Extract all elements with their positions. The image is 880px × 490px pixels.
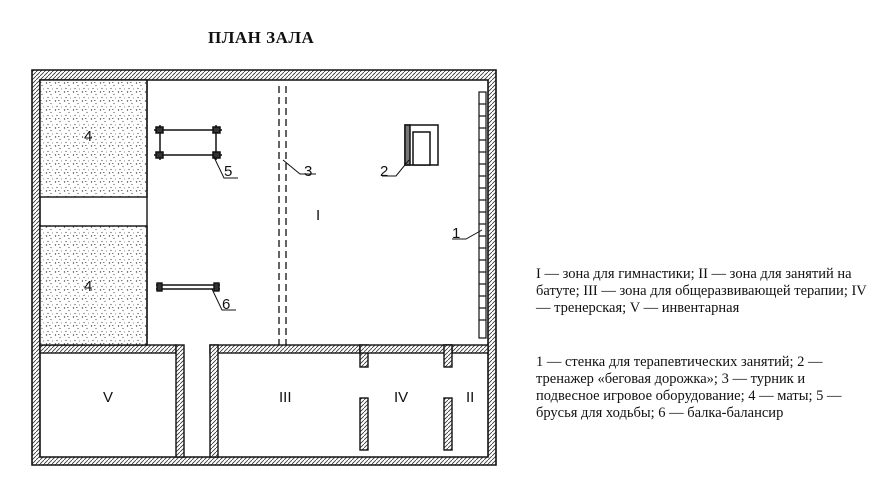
legend-items: 1 — стенка для терапевтических занятий; 2 — тренажер «беговая дорожка»; 3 — турник и подвесное игровое оборудование; 4 — маты; 5 — брусья для ходьбы; 6 — балка-балансир — [536, 354, 842, 421]
label-mat-bottom: 4 — [84, 278, 93, 295]
zone-label-IV: IV — [394, 389, 409, 406]
label-balance-beam: 6 — [222, 296, 231, 313]
label-treadmill: 2 — [380, 163, 389, 180]
legend-zones: I — зона для гимнастики; II — зона для занятий на батуте; III — зона для общеразвивающей терапии; IV — тренерская; V — инвентарная — [536, 266, 867, 316]
balance-beam — [156, 283, 220, 291]
leader-lines — [212, 155, 482, 310]
wall-bars — [479, 92, 486, 338]
label-wall-bars: 1 — [452, 225, 461, 242]
label-parallel-bars: 5 — [224, 163, 233, 180]
label-mat-top: 4 — [84, 128, 93, 145]
zone-label-I: I — [316, 207, 321, 224]
label-bar: 3 — [304, 163, 313, 180]
mat-bottom — [40, 226, 147, 345]
plan-title: ПЛАН ЗАЛА — [208, 28, 315, 47]
zone-label-II: II — [466, 389, 475, 406]
zone-label-V: V — [103, 389, 114, 406]
mat-top — [40, 80, 147, 197]
bar-apparatus — [279, 86, 286, 345]
parallel-bars — [154, 125, 222, 160]
treadmill — [405, 125, 438, 165]
zone-label-III: III — [279, 389, 292, 406]
